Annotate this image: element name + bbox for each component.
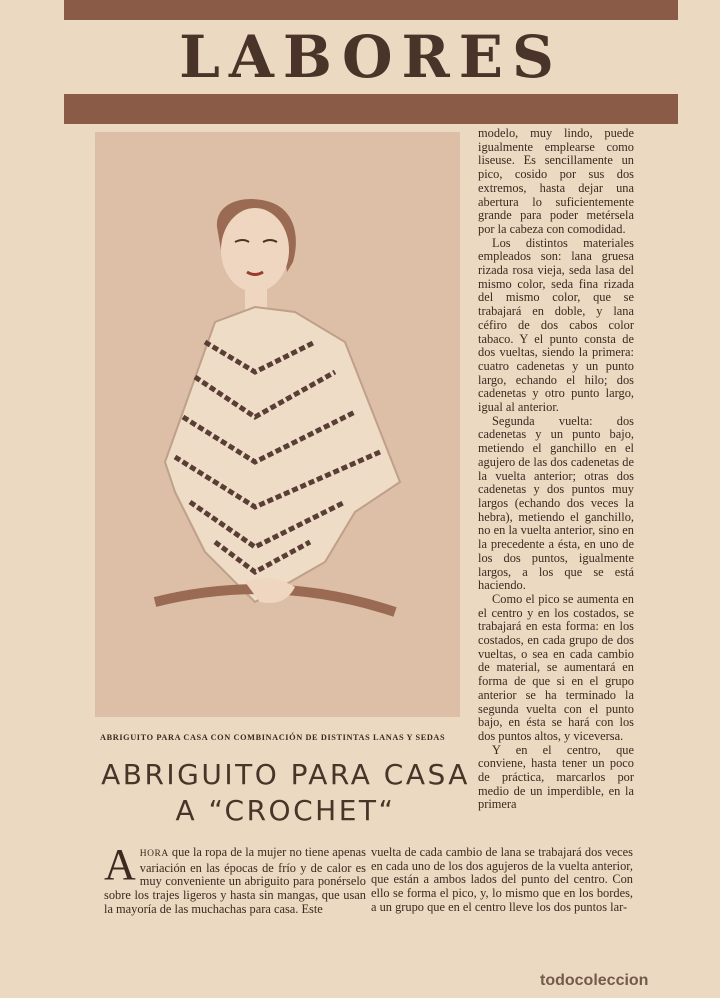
article-title-line-2: A “CROCHET“ (175, 794, 396, 827)
article-title (88, 757, 483, 829)
woman-in-crochet-shawl-image (95, 132, 460, 717)
paragraph: Los distintos materiales empleados son: lana gruesa rizada rosa vieja, seda lasa del mismo color, seda fina rizada del mismo color, que se trabajará en doble, y lana céfiro de dos cabos color tabaco. Y el punto consta de dos vueltas, siendo la primera: cuatro cadenetas y un punto largo, echando el hilo; dos cadenetas y otro punto largo, igual al anterior. (478, 235, 634, 415)
right-column-text (478, 127, 634, 812)
paragraph: Como el pico se aumenta en el centro y en los costados, se trabajará en esta forma: en los costados, en cada grupo de dos vueltas, o sea en cada cambio de material, se aumentará en forma de que si en el grupo anterior se ha terminado la segunda vuelta con el punto bajo, en ésta se hará con los dos puntos altos, y viceversa. (478, 591, 634, 743)
intro-smallcaps: HORA (139, 849, 169, 859)
fashion-illustration (95, 132, 460, 717)
paragraph: vuelta de cada cambio de lana se trabajará dos veces en cada uno de los dos agujeros de la vuelta anterior, que están a ambos lados del punto del centro. Con ello se forma el pico, y, lo mismo que en los bordes, a un grupo que en el centro lleve los dos puntos lar- (371, 845, 633, 914)
watermark-logo: todocoleccion (540, 972, 649, 989)
intro-text: que la ropa de la mujer no tiene apenas variación en las épocas de frío y de calor es muy conveniente un abriguito para ponérselo sobre los trajes ligeros y hasta sin mangas, que usan la mayoría de las muchachas para casa. Este (104, 845, 366, 916)
section-masthead: LABORES (179, 23, 563, 91)
image-caption: ABRIGUITO PARA CASA CON COMBINACIÓN DE DISTINTAS LANAS Y SEDAS (100, 733, 446, 742)
paragraph: Y en el centro, que conviene, hasta tener un poco de práctica, marcarlos por medio de un imperdible, en la primera (478, 742, 634, 812)
bottom-right-column-text (371, 846, 633, 915)
bottom-left-column-text (104, 840, 366, 917)
masthead-band (64, 94, 678, 124)
paragraph: Segunda vuelta: dos cadenetas y un punto bajo, metiendo el ganchillo en el agujero de las dos cadenetas de la vuelta anterior; otras dos cadenetas y dos puntos muy largos (echando dos veces la hebra), metiendo el ganchillo, no en la vuelta anterior, sino en la precedente a ésta, en uno de los dos puntos, igualmente largos, a los que se está haciendo. (478, 413, 634, 593)
top-band (64, 0, 678, 20)
intro-paragraph (104, 840, 366, 917)
article-title-line-1: ABRIGUITO PARA CASA (101, 758, 470, 791)
paragraph: modelo, muy lindo, puede igualmente emplearse como liseuse. Es sencillamente un pico, cosido por sus dos extremos, hasta dejar una abertura lo suficientemente grande para poder metérsela por la cabeza con comodidad. (478, 126, 634, 236)
drop-cap: A (104, 840, 136, 889)
